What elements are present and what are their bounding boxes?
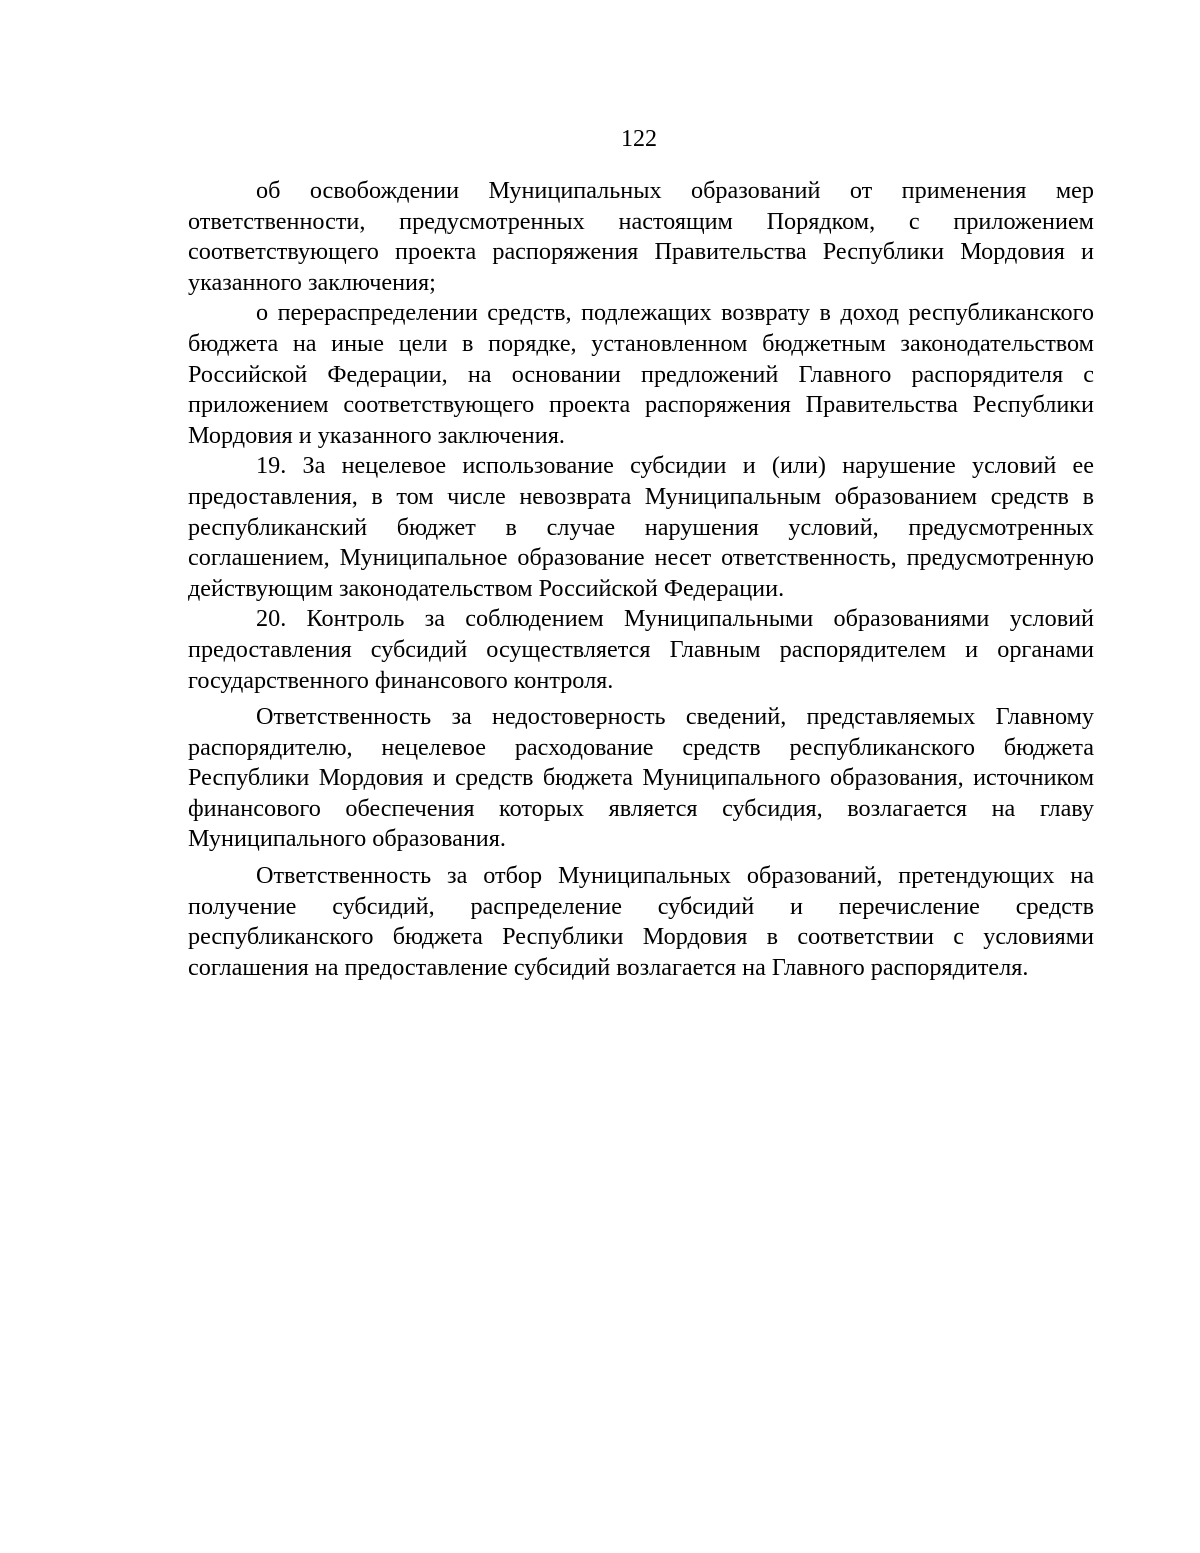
paragraph-redistribution: о перераспределении средств, подлежащих возврату в доход республиканского бюджета на иные цели в порядке, установленном бюджетным законодательством Российской Федерации, на основании предложений Главного распорядителя с приложением соответствующего проекта распоряжения Правительства Республики Мордовия и указанного заключения. (188, 299, 1094, 449)
document-body (188, 176, 1094, 983)
paragraph-20-control: 20. Контроль за соблюдением Муниципальными образованиями условий предоставления субсидий осуществляется Главным распорядителем и органами государственного финансового контроля. (188, 605, 1094, 694)
paragraph-accuracy-responsibility: Ответственность за недостоверность сведений, представляемых Главному распорядителю, нецелевое расходование средств республиканского бюджета Республики Мордовия и средств бюджета Муниципального образования, источником финансового обеспечения которых является субсидия, возлагается на главу Муниципального образования. (188, 703, 1094, 853)
paragraph-19-responsibility: 19. За нецелевое использование субсидии и (или) нарушение условий ее предоставления, в том числе невозврата Муниципальным образованием средств в республиканский бюджет в случае нарушения условий, предусмотренных соглашением, Муниципальное образование несет ответственность, предусмотренную действующим законодательством Российской Федерации. (188, 452, 1094, 602)
paragraph-exemption: об освобождении Муниципальных образований от применения мер ответственности, предусмотренных настоящим Порядком, с приложением соответствующего проекта распоряжения Правительства Республики Мордовия и указанного заключения; (188, 177, 1094, 296)
paragraph-selection-responsibility: Ответственность за отбор Муниципальных образований, претендующих на получение субсидий, распределение субсидий и перечисление средств республиканского бюджета Республики Мордовия в соответствии с условиями соглашения на предоставление субсидий возлагается на Главного распорядителя. (188, 862, 1094, 981)
page-number: 122 (621, 126, 657, 152)
